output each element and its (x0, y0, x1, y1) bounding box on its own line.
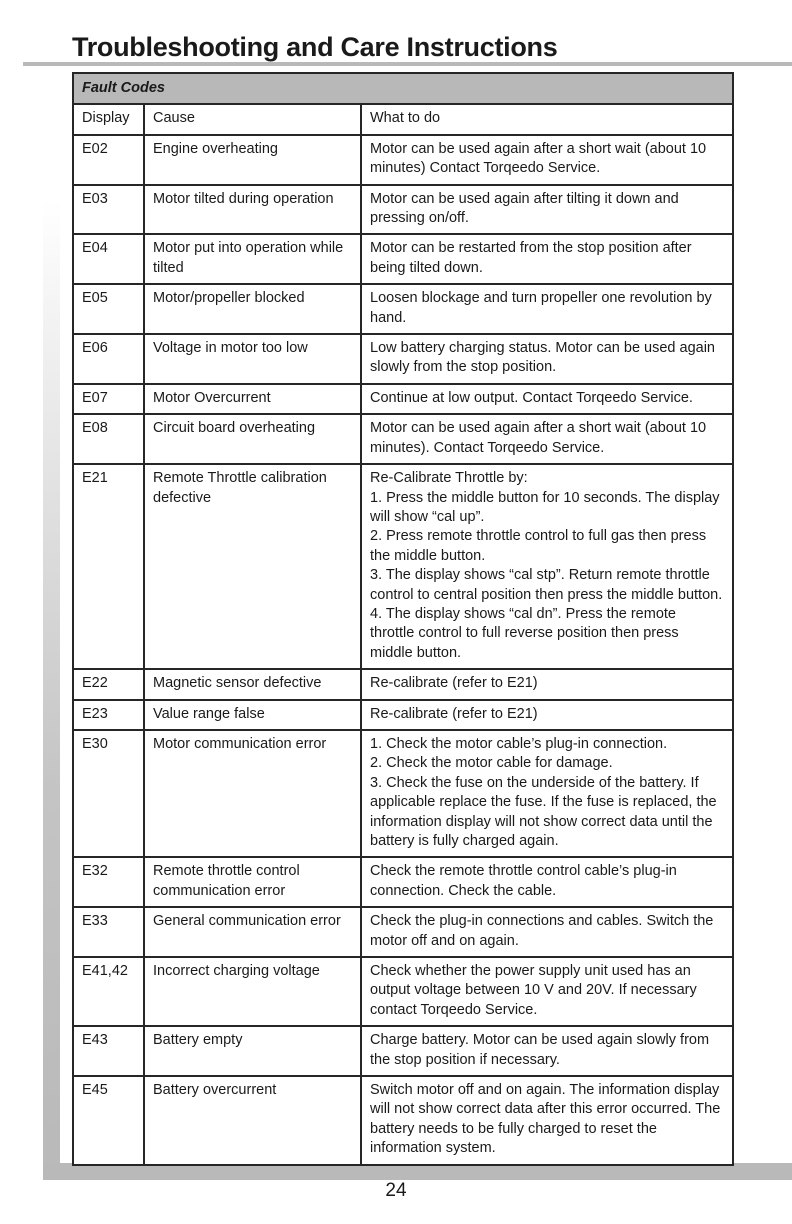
fault-cause: Value range false (144, 700, 361, 730)
table-row (73, 185, 733, 235)
fault-code: E04 (73, 234, 144, 284)
fault-cause: Motor communication error (144, 730, 361, 857)
fault-cause: Incorrect charging voltage (144, 957, 361, 1026)
table-row (73, 464, 733, 669)
remedy-line: Motor can be used again after a short wait (about 10 minutes). Contact Torqeedo Service. (370, 420, 707, 456)
fault-remedy (361, 234, 733, 284)
table-row (73, 334, 733, 384)
remedy-line: Loosen blockage and turn propeller one revolution by hand. (370, 290, 712, 326)
remedy-line: Switch motor off and on again. The information display will not show correct data after this error occurred. The battery needs to be fully charged to reset the information system. (370, 1082, 721, 1157)
table-row (73, 669, 733, 699)
fault-cause: Battery overcurrent (144, 1076, 361, 1165)
fault-code: E30 (73, 730, 144, 857)
remedy-line: Continue at low output. Contact Torqeedo Service. (370, 389, 693, 406)
remedy-line: 2. Press remote throttle control to full gas then press the middle button. (370, 528, 707, 564)
remedy-line: Re-calibrate (refer to E21) (370, 705, 538, 722)
remedy-line: 1. Check the motor cable’s plug-in connection. (370, 735, 668, 752)
fault-code: E02 (73, 135, 144, 185)
frame-left-bar (43, 200, 60, 1180)
fault-cause: Remote throttle control communication error (144, 857, 361, 907)
remedy-line: Check the plug-in connections and cables. Switch the motor off and on again. (370, 913, 714, 949)
title-rule (23, 62, 792, 66)
fault-remedy (361, 414, 733, 464)
fault-remedy (361, 700, 733, 730)
column-header-what-to-do: What to do (361, 104, 733, 134)
fault-code: E07 (73, 384, 144, 414)
fault-cause: Remote Throttle calibration defective (144, 464, 361, 669)
fault-cause: Motor put into operation while tilted (144, 234, 361, 284)
fault-code: E05 (73, 284, 144, 334)
fault-code: E06 (73, 334, 144, 384)
fault-code: E45 (73, 1076, 144, 1165)
remedy-line: 1. Press the middle button for 10 seconds. The display will show “cal up”. (370, 489, 720, 525)
table-row (73, 234, 733, 284)
fault-remedy (361, 907, 733, 957)
remedy-line: 3. The display shows “cal stp”. Return remote throttle control to central position then press the middle button. (370, 567, 723, 603)
column-header-cause: Cause (144, 104, 361, 134)
table-row (73, 730, 733, 857)
fault-remedy (361, 957, 733, 1026)
fault-code: E22 (73, 669, 144, 699)
fault-code: E03 (73, 185, 144, 235)
table-row (73, 284, 733, 334)
remedy-line: Motor can be used again after tilting it down and pressing on/off. (370, 190, 679, 227)
table-row (73, 384, 733, 414)
remedy-line: Motor can be used again after a short wait (about 10 minutes) Contact Torqeedo Service. (370, 140, 707, 177)
fault-remedy (361, 1026, 733, 1076)
fault-cause: Engine overheating (144, 135, 361, 185)
table-row (73, 907, 733, 957)
section-title: Fault Codes (73, 73, 733, 104)
remedy-line: Motor can be restarted from the stop position after being tilted down. (370, 240, 692, 276)
remedy-line: Re-Calibrate Throttle by: (370, 470, 528, 487)
fault-remedy (361, 669, 733, 699)
fault-remedy (361, 384, 733, 414)
table-row (73, 957, 733, 1026)
remedy-line: 4. The display shows “cal dn”. Press the remote throttle control to full reverse position then press middle button. (370, 605, 679, 661)
fault-cause: Magnetic sensor defective (144, 669, 361, 699)
fault-cause: General communication error (144, 907, 361, 957)
fault-remedy (361, 185, 733, 235)
table-row (73, 700, 733, 730)
fault-rows (73, 135, 733, 1165)
table-row (73, 857, 733, 907)
column-header-row (73, 104, 733, 134)
table-row (73, 1076, 733, 1165)
fault-cause: Voltage in motor too low (144, 334, 361, 384)
fault-remedy (361, 857, 733, 907)
fault-codes-table (72, 72, 734, 1166)
fault-remedy (361, 334, 733, 384)
fault-cause: Circuit board overheating (144, 414, 361, 464)
remedy-line: Low battery charging status. Motor can be used again slowly from the stop position. (370, 340, 715, 376)
fault-code: E21 (73, 464, 144, 669)
table-row (73, 135, 733, 185)
fault-remedy (361, 464, 733, 669)
page-number: 24 (385, 1180, 407, 1201)
fault-cause: Battery empty (144, 1026, 361, 1076)
table-row (73, 1026, 733, 1076)
fault-remedy (361, 730, 733, 857)
page-title: Troubleshooting and Care Instructions (72, 32, 558, 62)
table-row (73, 414, 733, 464)
fault-code: E43 (73, 1026, 144, 1076)
fault-cause: Motor Overcurrent (144, 384, 361, 414)
remedy-line: Re-calibrate (refer to E21) (370, 675, 538, 692)
fault-remedy (361, 135, 733, 185)
fault-code: E23 (73, 700, 144, 730)
fault-remedy (361, 1076, 733, 1165)
fault-remedy (361, 284, 733, 334)
remedy-line: Check the remote throttle control cable’s plug-in connection. Check the cable. (370, 863, 677, 899)
remedy-line: 3. Check the fuse on the underside of the battery. If applicable replace the fuse. If the fuse is replaced, the information display will not show correct data until the battery is fully charged again. (370, 774, 717, 849)
column-header-display: Display (73, 104, 144, 134)
section-header-row (73, 73, 733, 104)
remedy-line: 2. Check the motor cable for damage. (370, 755, 613, 772)
remedy-line: Charge battery. Motor can be used again slowly from the stop position if necessary. (370, 1032, 710, 1068)
fault-code: E08 (73, 414, 144, 464)
fault-cause: Motor tilted during operation (144, 185, 361, 235)
fault-code: E33 (73, 907, 144, 957)
remedy-line: Check whether the power supply unit used has an output voltage between 10 V and 20V. If necessary contact Torqeedo Service. (370, 963, 697, 1018)
fault-cause: Motor/propeller blocked (144, 284, 361, 334)
fault-code: E32 (73, 857, 144, 907)
fault-code: E41,42 (73, 957, 144, 1026)
